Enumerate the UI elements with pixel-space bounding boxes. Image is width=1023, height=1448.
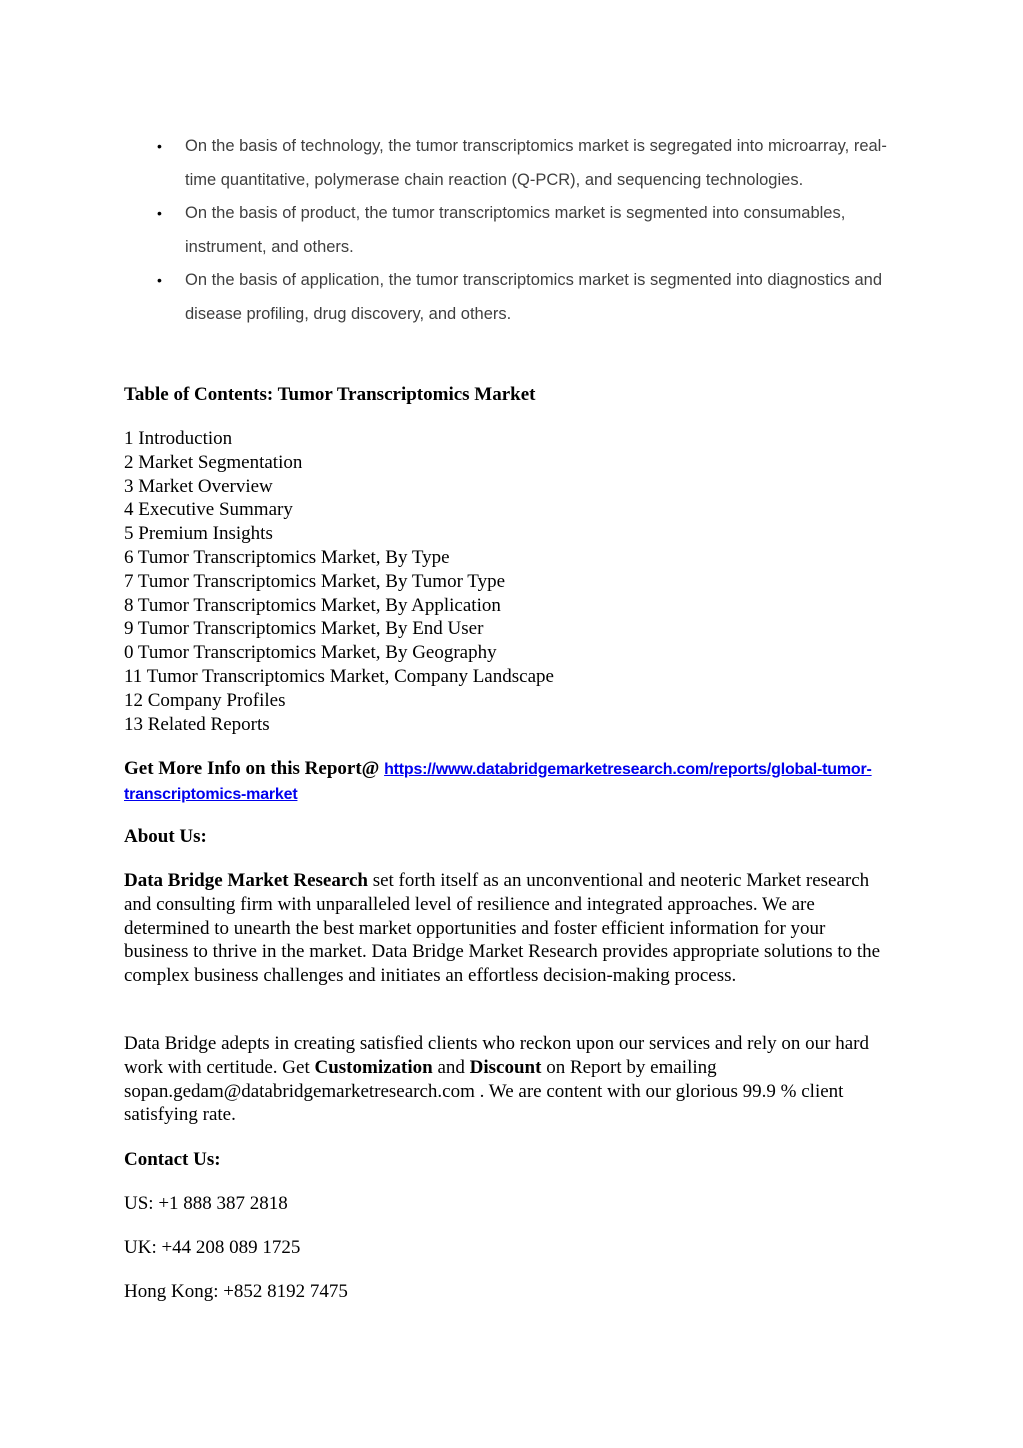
toc-list: [124, 427, 899, 736]
about-paragraph-2-and: and: [432, 1056, 470, 1078]
toc-item: 12 Company Profiles: [124, 689, 286, 711]
toc-item: 8 Tumor Transcriptomics Market, By Application: [124, 594, 501, 616]
toc-item: 2 Market Segmentation: [124, 451, 303, 473]
more-info-line: [124, 757, 899, 807]
contact-uk-phone: UK: +44 208 089 1725: [124, 1237, 301, 1258]
customization-text: Customization: [314, 1056, 433, 1078]
toc-item: 1 Introduction: [124, 428, 233, 449]
toc-item: 13 Related Reports: [124, 713, 270, 735]
bullet-icon: •: [157, 272, 162, 288]
bullet-icon: •: [157, 138, 162, 154]
company-name: Data Bridge Market Research: [124, 870, 368, 891]
bullet-icon: •: [157, 205, 162, 221]
bullet-text: On the basis of technology, the tumor transcriptomics market is segregated into microarray, real-time quantitative, polymerase chain reaction (Q-PCR), and sequencing technologies.: [185, 137, 887, 189]
segmentation-bullet-list: [0, 130, 1023, 331]
toc-item: 9 Tumor Transcriptomics Market, By End User: [124, 618, 484, 640]
toc-item: 0 Tumor Transcriptomics Market, By Geography: [124, 642, 497, 664]
more-info-label: Get More Info on this Report@: [124, 758, 380, 779]
bullet-text: On the basis of application, the tumor transcriptomics market is segmented into diagnostics and disease profiling, drug discovery, and others.: [185, 271, 883, 323]
toc-item: 3 Market Overview: [124, 475, 273, 497]
discount-text: Discount: [469, 1056, 542, 1078]
bullet-item-technology: [0, 130, 1023, 197]
about-paragraph-1: [124, 869, 894, 988]
bullet-item-product: [0, 197, 1023, 264]
about-heading: About Us:: [124, 826, 207, 847]
contact-heading: Contact Us:: [124, 1149, 221, 1170]
contact-us-phone: US: +1 888 387 2818: [124, 1193, 288, 1214]
report-link[interactable]: https://www.databridgemarketresearch.com/reports/global-tumor-transcriptomics-market: [124, 761, 872, 803]
about-paragraph-1-text: set forth itself as an unconventional and neoteric Market research and consulting firm with unparalleled level of resilience and integrated approaches. We are determined to unearth the best market opportunities and foster efficient information for your business to thrive in the market. Data Bridge Market Research provides appropriate solutions to the complex business challenges and initiates an effortless decision-making process.: [124, 870, 881, 987]
about-paragraph-2: [124, 1032, 896, 1127]
toc-item: 7 Tumor Transcriptomics Market, By Tumor Type: [124, 570, 506, 592]
toc-item: 4 Executive Summary: [124, 499, 293, 521]
toc-item: 11 Tumor Transcriptomics Market, Company Landscape: [124, 665, 554, 687]
about-paragraph-2-text: Data Bridge adepts in creating satisfied clients who reckon upon our services and rely on our hard work with certitude. Get: [124, 1033, 869, 1078]
about-paragraph-2-rest: on Report by emailing sopan.gedam@databridgemarketresearch.com . We are content with our glorious 99.9 % client satisfying rate.: [124, 1056, 844, 1126]
toc-item: 5 Premium Insights: [124, 523, 273, 545]
bullet-text: On the basis of product, the tumor transcriptomics market is segmented into consumables, instrument, and others.: [185, 204, 846, 256]
toc-item: 6 Tumor Transcriptomics Market, By Type: [124, 546, 450, 568]
contact-hk-phone: Hong Kong: +852 8192 7475: [124, 1281, 348, 1302]
toc-title: Table of Contents: Tumor Transcriptomics Market: [124, 384, 536, 405]
bullet-item-application: [0, 264, 1023, 331]
